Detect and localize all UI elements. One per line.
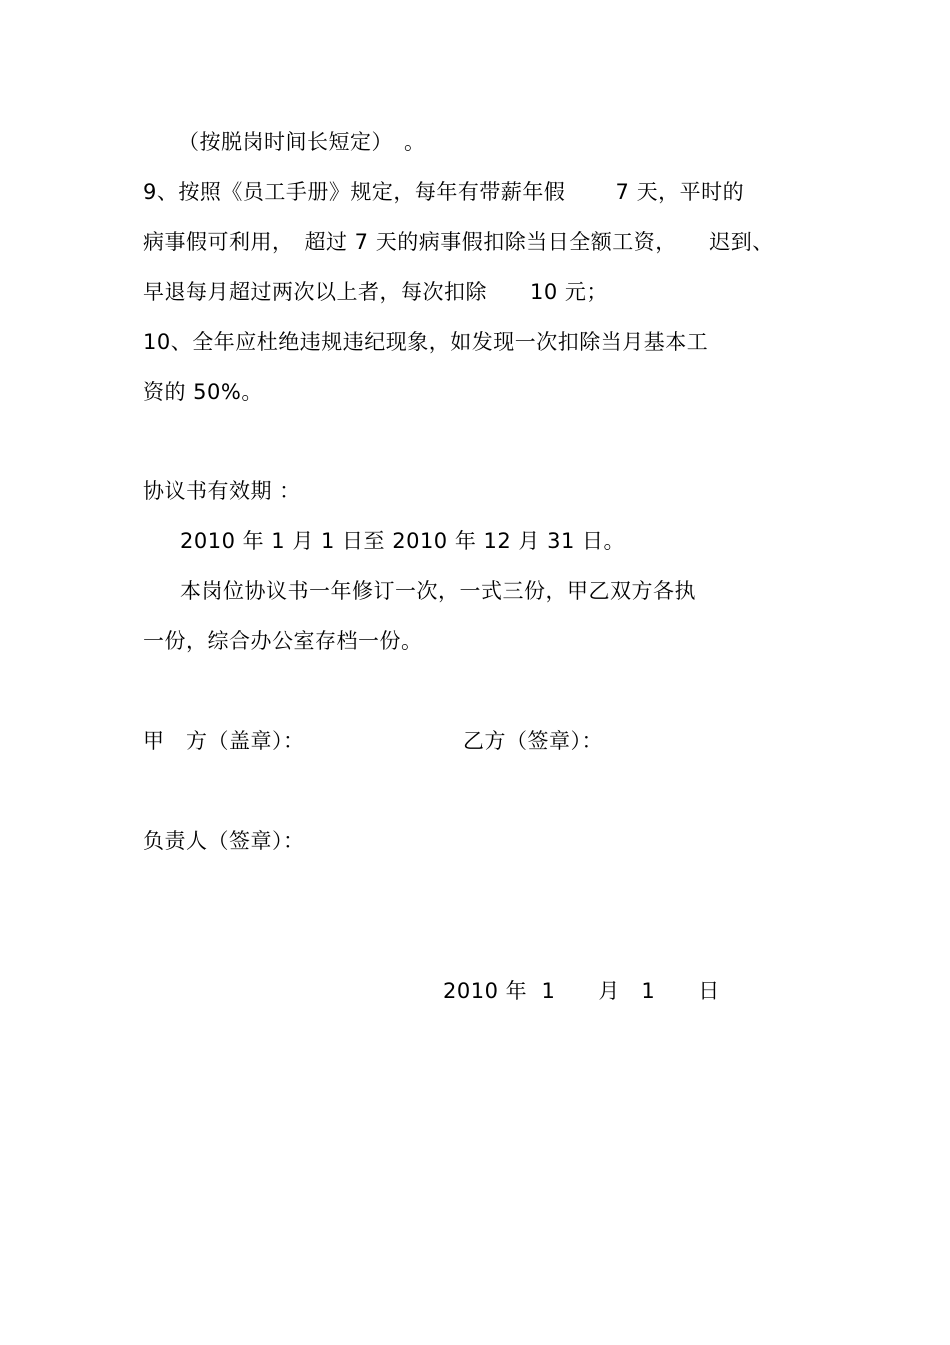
party-a-seal-label: 甲 方（盖章）： bbox=[143, 729, 305, 753]
text-line-2: 9、按照《员工手册》规定，每年有带薪年假 7 天，平时的 bbox=[143, 180, 745, 204]
signing-date: 2010 年 1 月 1 日 bbox=[443, 979, 720, 1003]
text-line-3: 病事假可利用， 超过 7 天的病事假扣除当日全额工资， 迟到、 bbox=[143, 230, 774, 254]
text-line-4: 早退每月超过两次以上者，每次扣除 10 元； bbox=[143, 280, 608, 304]
text-line-1: （按脱岗时间长短定） 。 bbox=[178, 130, 426, 154]
text-line-5: 10、全年应杜绝违规违纪现象，如发现一次扣除当月基本工 bbox=[143, 330, 709, 354]
validity-period: 2010 年 1 月 1 日至 2010 年 12 月 31 日。 bbox=[180, 529, 625, 553]
text-line-6: 资的 50%。 bbox=[143, 380, 263, 404]
party-b-sign-label: 乙方（签章）： bbox=[463, 729, 603, 753]
revision-note-1: 本岗位协议书一年修订一次，一式三份，甲乙双方各执 bbox=[180, 579, 696, 603]
revision-note-2: 一份，综合办公室存档一份。 bbox=[143, 629, 423, 653]
validity-heading: 协议书有效期 ： bbox=[143, 479, 301, 503]
responsible-person-sign-label: 负责人（签章）： bbox=[143, 829, 305, 853]
